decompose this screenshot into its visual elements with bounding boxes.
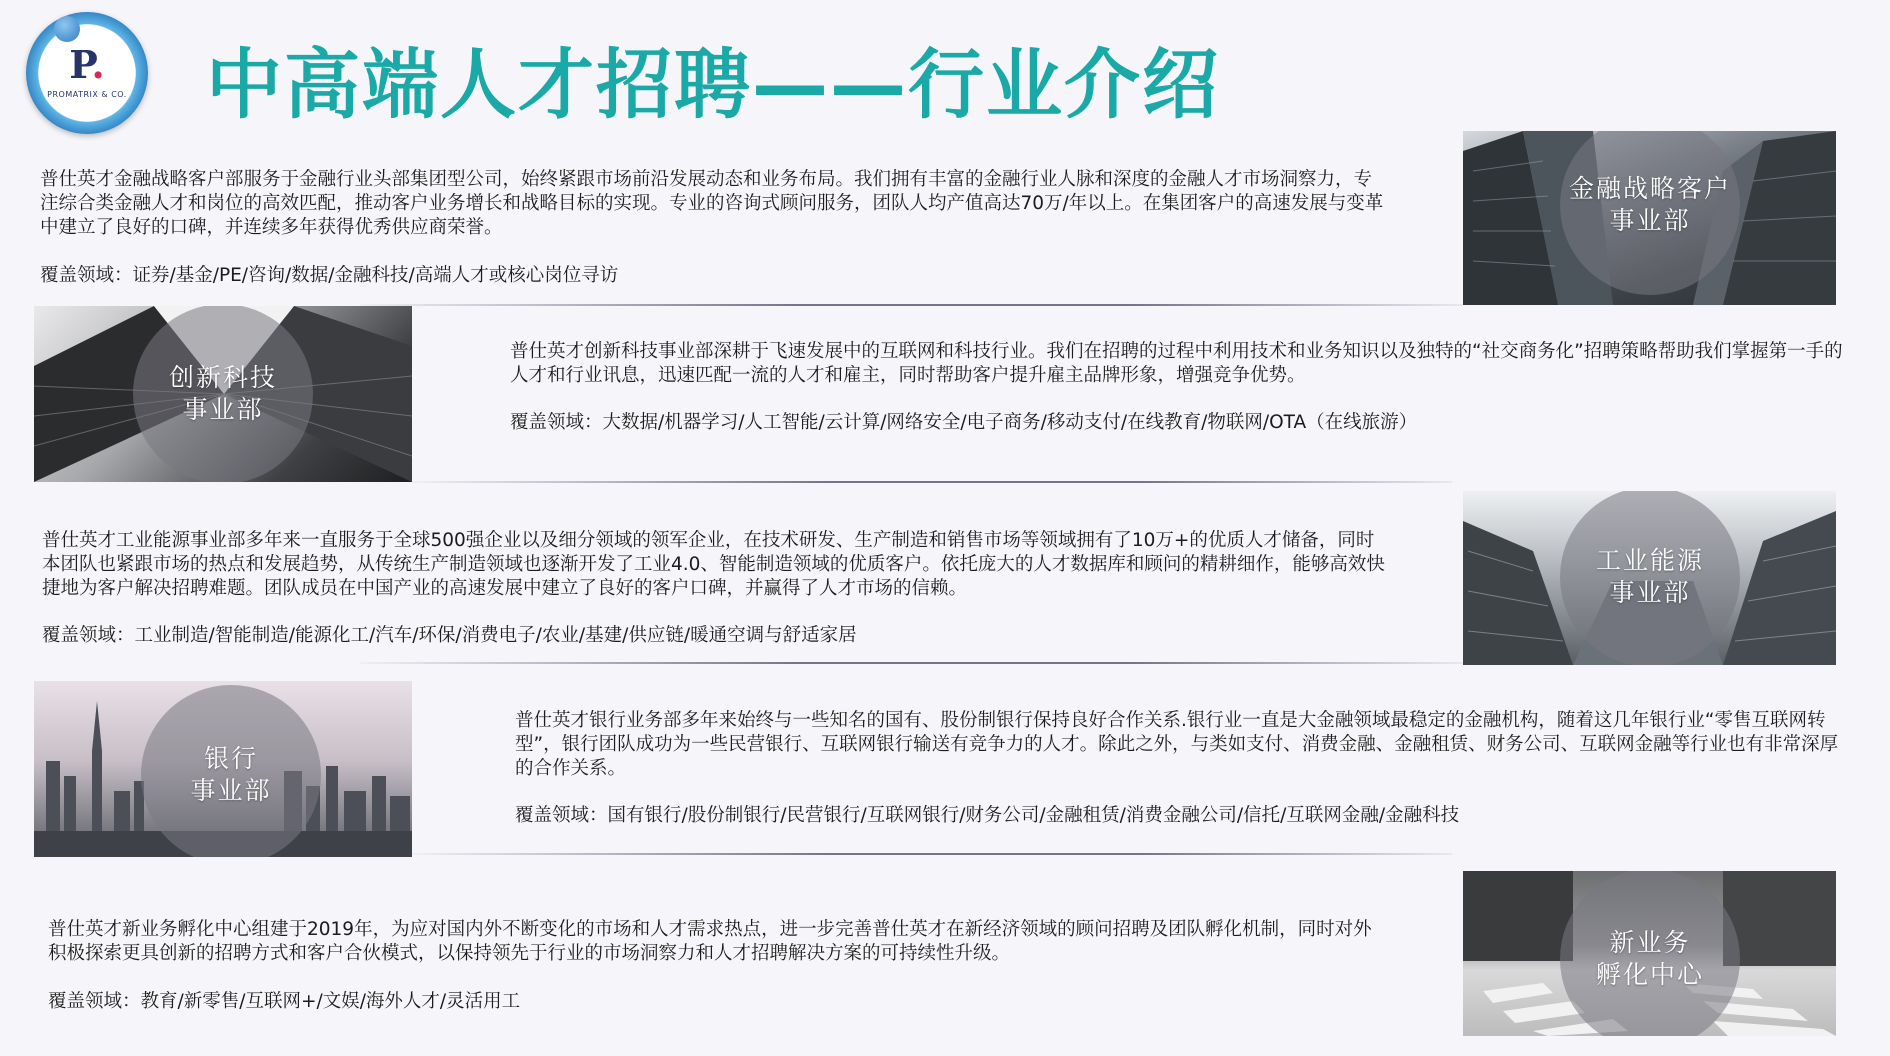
section-coverage-tech: 覆盖领域：大数据/机器学习/人工智能/云计算/网络安全/电子商务/移动支付/在线教育/物联网/OTA（在线旅游） [510, 412, 1418, 433]
section-coverage-industry: 覆盖领域：工业制造/智能制造/能源化工/汽车/环保/消费电子/农业/基建/供应链/暖通空调与舒适家居 [42, 625, 857, 646]
dept-badge-tech [133, 306, 313, 482]
section-coverage-incubation: 覆盖领域：教育/新零售/互联网+/文娱/海外人才/灵活用工 [48, 991, 521, 1012]
section-description-bank: 普仕英才银行业务部多年来始终与一些知名的国有、股份制银行保持良好合作关系.银行业一直是大金融领域最稳定的金融机构，随着这几年银行业“零售互联网转型”，银行团队成功为一些民营银行、互联网银行输送有竞争力的人才。除此之外，与类如支付、消费金融、金融租赁、财务公司、互联网金融等行业也有非常深厚的合作关系。 [515, 710, 1839, 779]
dept-badge-bank [141, 685, 321, 857]
dept-label-finance: 金融战略客户 事业部 [1568, 174, 1731, 235]
logo-text: PROMATRIX & CO. [47, 90, 127, 99]
industry-dept-image [1463, 491, 1836, 665]
logo-dot-icon [54, 16, 80, 42]
dept-label-bank: 银行 事业部 [190, 744, 272, 805]
logo-mark: P. [69, 42, 105, 87]
section-description-tech: 普仕英才创新科技事业部深耕于飞速发展中的互联网和科技行业。我们在招聘的过程中利用技术和业务知识以及独特的“社交商务化”招聘策略帮助我们掌握第一手的人才和行业讯息，迅速匹配一流的人才和雇主，同时帮助客户提升雇主品牌形象，增强竞争优势。 [510, 341, 1843, 386]
dept-label-tech: 创新科技 事业部 [168, 363, 277, 424]
page-title: 中高端人才招聘——行业介绍 [206, 40, 1220, 129]
company-logo [26, 12, 148, 134]
dept-badge-industry [1560, 491, 1740, 665]
finance-dept-image [1463, 131, 1836, 305]
section-divider [360, 662, 1463, 664]
section-coverage-bank: 覆盖领域：国有银行/股份制银行/民营银行/互联网银行/财务公司/金融租赁/消费金融公司/信托/互联网金融/金融科技 [515, 805, 1460, 826]
dept-label-industry: 工业能源 事业部 [1595, 546, 1704, 607]
dept-label-incubation: 新业务 孵化中心 [1595, 928, 1704, 989]
section-coverage-finance: 覆盖领域：证券/基金/PE/咨询/数据/金融科技/高端人才或核心岗位寻访 [40, 265, 619, 286]
section-divider [412, 853, 1452, 855]
incubation-dept-image [1463, 871, 1836, 1036]
section-description-incubation: 普仕英才新业务孵化中心组建于2019年，为应对国内外不断变化的市场和人才需求热点，进一步完善普仕英才在新经济领域的顾问招聘及团队孵化机制，同时对外积极探索更具创新的招聘方式和客户合伙模式，以保持领先于行业的市场洞察力和人才招聘解决方案的可持续性升级。 [48, 919, 1372, 964]
section-description-industry: 普仕英才工业能源事业部多年来一直服务于全球500强企业以及细分领域的领军企业，在技术研发、生产制造和销售市场等领域拥有了10万+的优质人才储备，同时本团队也紧跟市场的热点和发展趋势，从传统生产制造领域也逐渐开发了工业4.0、智能制造领域的优质客户。依托庞大的人才数据库和顾问的精耕细作，能够高效快捷地为客户解决招聘难题。团队成员在中国产业的高速发展中建立了良好的客户口碑，并赢得了人才市场的信赖。 [42, 530, 1385, 599]
section-divider [412, 481, 1452, 483]
section-divider [360, 304, 1463, 306]
section-description-finance: 普仕英才金融战略客户部服务于金融行业头部集团型公司，始终紧跟市场前沿发展动态和业务布局。我们拥有丰富的金融行业人脉和深度的金融人才市场洞察力，专注综合类金融人才和岗位的高效匹配，推动客户业务增长和战略目标的实现。专业的咨询式顾问服务，团队人均产值高达70万/年以上。在集团客户的高速发展与变革中建立了良好的口碑，并连续多年获得优秀供应商荣誉。 [40, 169, 1384, 238]
tech-dept-image [34, 306, 412, 482]
bank-dept-image [34, 681, 412, 857]
dept-badge-incubation [1560, 871, 1740, 1036]
